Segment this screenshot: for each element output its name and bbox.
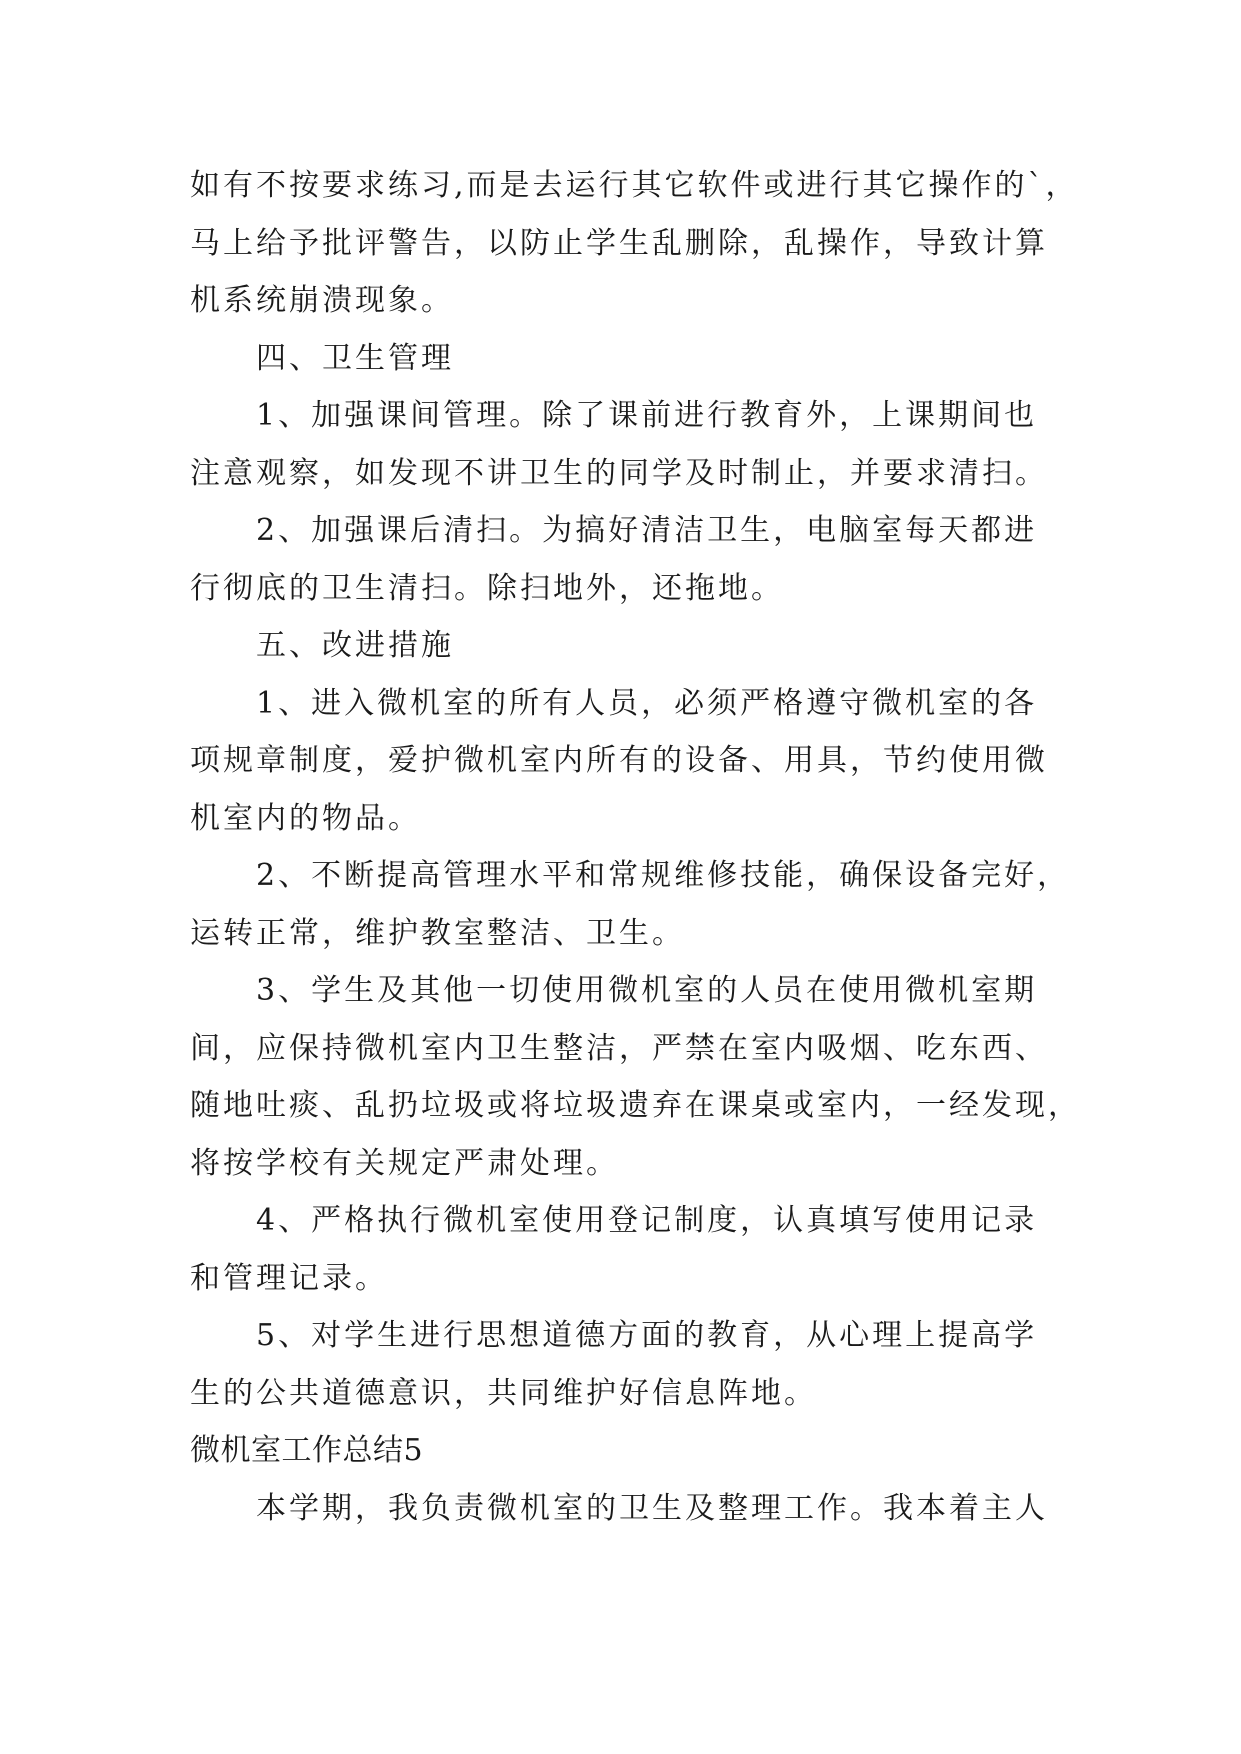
text-line: 2、加强课后清扫。为搞好清洁卫生，电脑室每天都进 bbox=[256, 513, 1038, 548]
text-line: 1、加强课间管理。除了课前进行教育外，上课期间也 bbox=[256, 398, 1038, 433]
text-line: 机系统崩溃现象。 bbox=[190, 283, 454, 318]
text-line: 生的公共道德意识，共同维护好信息阵地。 bbox=[190, 1375, 817, 1411]
text-line: 本学期，我负责微机室的卫生及整理工作。我本着主人 bbox=[256, 1490, 1048, 1526]
text-line: 将按学校有关规定严肃处理。 bbox=[190, 1145, 619, 1181]
text-line: 和管理记录。 bbox=[190, 1260, 388, 1296]
text-line: 项规章制度，爱护微机室内所有的设备、用具，节约使用微 bbox=[190, 743, 1048, 778]
text-line: 注意观察，如发现不讲卫生的同学及时制止，并要求清扫。 bbox=[190, 455, 1048, 491]
document-body bbox=[190, 157, 1081, 1537]
text-line: 机室内的物品。 bbox=[190, 800, 421, 836]
text-line: 运转正常，维护教室整洁、卫生。 bbox=[190, 915, 685, 951]
text-line: 2、不断提高管理水平和常规维修技能，确保设备完好， bbox=[256, 858, 1071, 893]
text-line: 如有不按要求练习,而是去运行其它软件或进行其它操作的`， bbox=[190, 168, 1079, 203]
text-line: 随地吐痰、乱扔垃圾或将垃圾遗弃在课桌或室内，一经发现， bbox=[190, 1088, 1081, 1123]
text-line: 3、学生及其他一切使用微机室的人员在使用微机室期 bbox=[256, 973, 1038, 1008]
section-heading: 五、改进措施 bbox=[256, 628, 454, 663]
text-line: 间，应保持微机室内卫生整洁，严禁在室内吸烟、吃东西、 bbox=[190, 1030, 1048, 1066]
section-heading: 四、卫生管理 bbox=[256, 340, 454, 376]
text-line: 马上给予批评警告，以防止学生乱删除，乱操作，导致计算 bbox=[190, 225, 1048, 261]
document-title: 微机室工作总结5 bbox=[190, 1433, 424, 1468]
text-line: 行彻底的卫生清扫。除扫地外，还拖地。 bbox=[190, 570, 784, 606]
text-line: 1、进入微机室的所有人员，必须严格遵守微机室的各 bbox=[256, 685, 1038, 721]
text-line: 4、严格执行微机室使用登记制度，认真填写使用记录 bbox=[256, 1203, 1038, 1238]
text-line: 5、对学生进行思想道德方面的教育，从心理上提高学 bbox=[256, 1318, 1038, 1353]
